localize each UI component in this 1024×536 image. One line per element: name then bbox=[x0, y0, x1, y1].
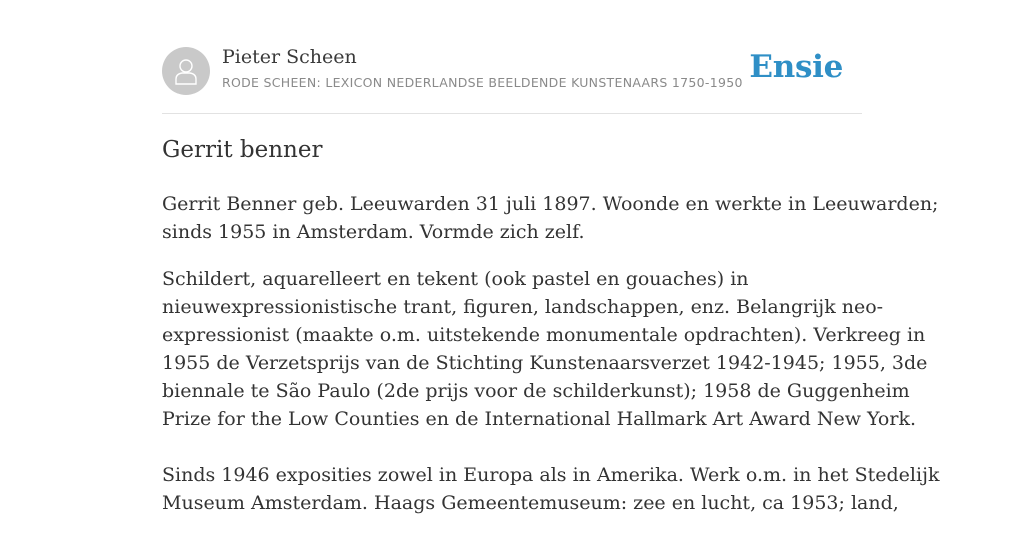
text-line: 1955 de Verzetsprijs van de Stichting Kunstenaarsverzet 1942-1945; 1955, 3de bbox=[162, 352, 928, 374]
paragraph-2 bbox=[162, 265, 940, 517]
text-line: Gerrit Benner geb. Leeuwarden 31 juli 1897. Woonde en werkte in Leeuwarden; bbox=[162, 193, 939, 215]
brand-logo[interactable]: Ensie bbox=[749, 49, 843, 85]
text-line: biennale te São Paulo (2de prijs voor de schilderkunst); 1958 de Guggenheim bbox=[162, 380, 910, 402]
text-line: expressionist (maakte o.m. uitstekende monumentale opdrachten). Verkreeg in bbox=[162, 324, 926, 346]
blank-line bbox=[162, 433, 862, 461]
avatar[interactable] bbox=[162, 47, 210, 95]
header bbox=[162, 45, 862, 114]
text-line: Museum Amsterdam. Haags Gemeentemuseum: zee en lucht, ca 1953; land, bbox=[162, 492, 899, 514]
paragraph-1 bbox=[162, 190, 939, 246]
text-line: Sinds 1946 exposities zowel in Europa als in Amerika. Werk o.m. in het Stedelijk bbox=[162, 464, 940, 486]
text-line: nieuwexpressionistische trant, figuren, landschappen, enz. Belangrijk neo- bbox=[162, 296, 884, 318]
text-line: sinds 1955 in Amsterdam. Vormde zich zelf. bbox=[162, 221, 585, 243]
author-name[interactable]: Pieter Scheen bbox=[222, 46, 357, 68]
source-title[interactable]: RODE SCHEEN: LEXICON NEDERLANDSE BEELDENDE KUNSTENAARS 1750-1950 bbox=[222, 75, 743, 90]
user-silhouette-icon bbox=[174, 57, 198, 85]
text-line: Schildert, aquarelleert en tekent (ook pastel en gouaches) in bbox=[162, 268, 749, 290]
article-title: Gerrit benner bbox=[162, 137, 323, 163]
article-body bbox=[162, 190, 940, 536]
text-line: Prize for the Low Counties en de International Hallmark Art Award New York. bbox=[162, 408, 916, 430]
